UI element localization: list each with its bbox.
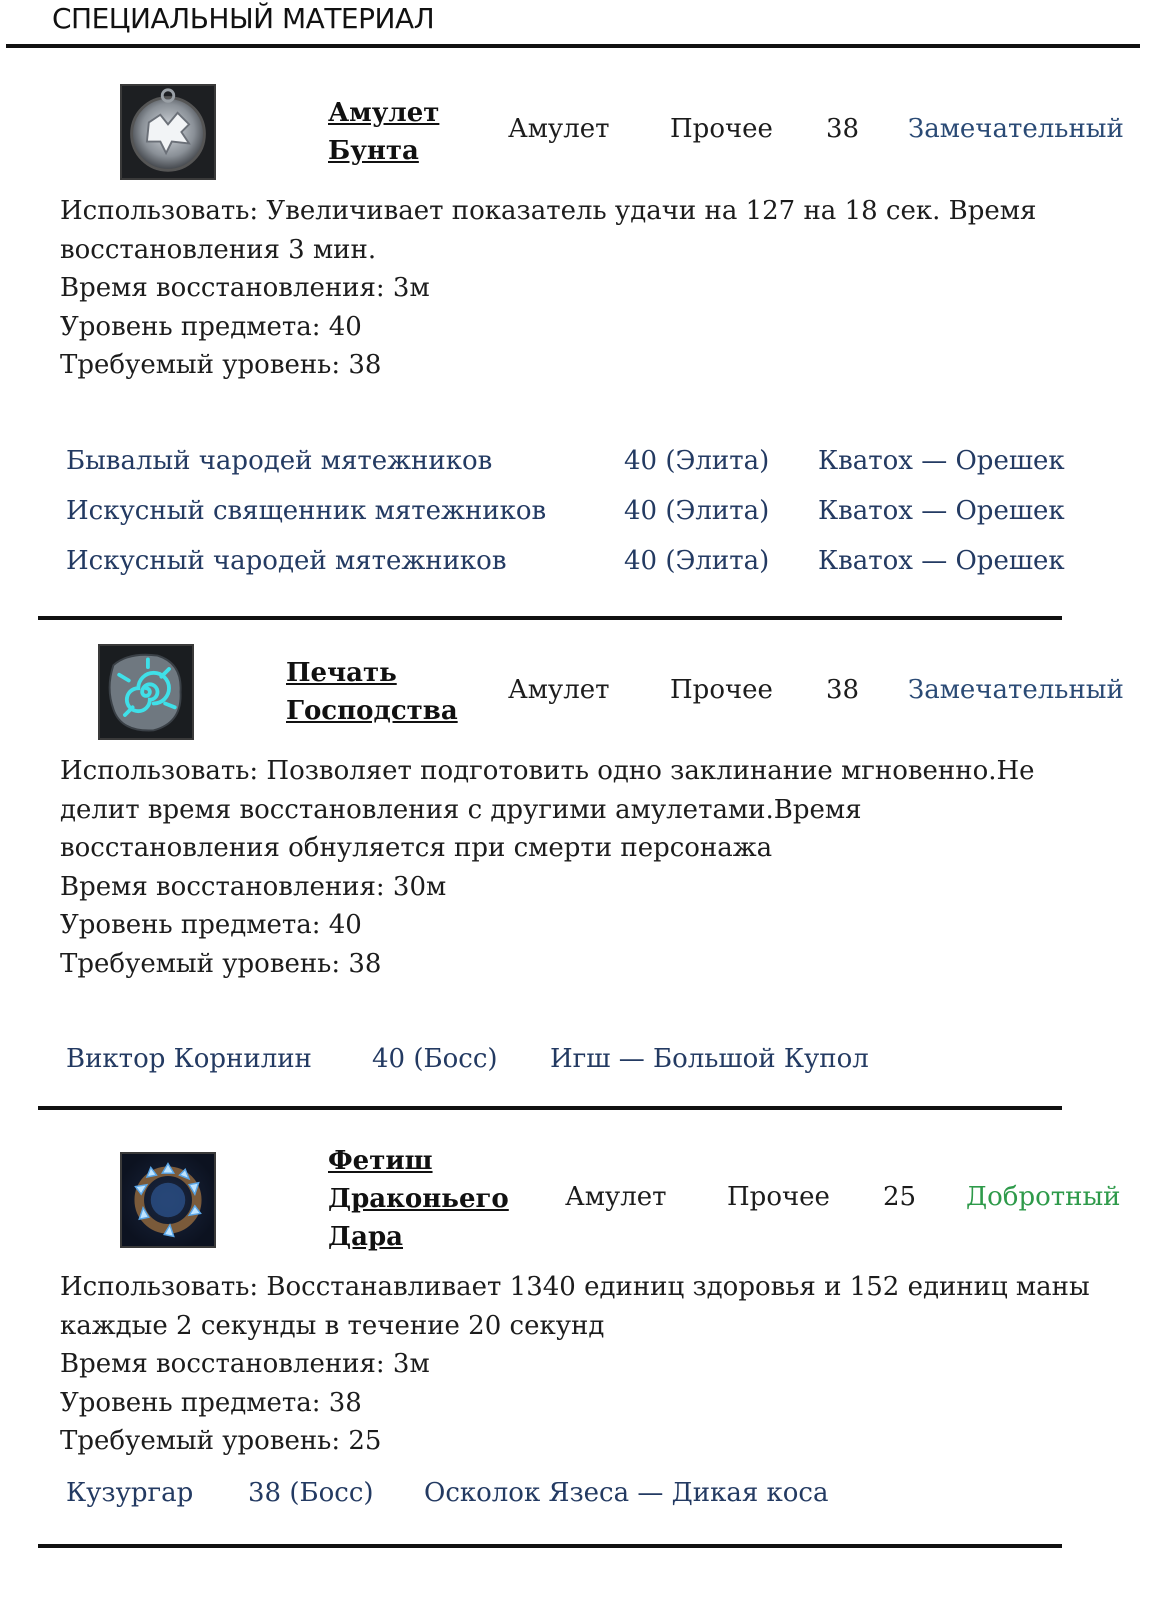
source-location: Кватох — Орешек: [818, 546, 1065, 576]
item-name-line[interactable]: Печать: [286, 658, 397, 688]
description-line: каждые 2 секунды в течение 20 секунд: [60, 1310, 605, 1341]
item-description: [60, 752, 1130, 983]
item-description: [60, 192, 1130, 385]
source-level: 40 (Элита): [624, 446, 770, 476]
description-line: Использовать: Восстанавливает 1340 единиц здоровья и 152 единиц маны: [60, 1272, 1090, 1302]
item-name-line[interactable]: Фетиш: [328, 1146, 433, 1176]
source-name: Искусный чародей мятежников: [66, 546, 507, 576]
item-name[interactable]: [328, 94, 439, 170]
item-description: [60, 1268, 1130, 1461]
source-name: Кузургар: [66, 1478, 194, 1508]
item-level-line: Уровень предмета: 40: [60, 910, 362, 940]
description-line: восстановления обнуляется при смерти персонажа: [60, 833, 773, 863]
source-level: 40 (Элита): [624, 546, 770, 576]
item-level: 38: [826, 114, 860, 144]
item-level: 38: [826, 675, 860, 705]
source-name: Искусный священник мятежников: [66, 496, 547, 526]
item-name-line[interactable]: Дара: [328, 1222, 403, 1252]
source-location: Кватох — Орешек: [818, 446, 1065, 476]
item-name[interactable]: [328, 1142, 509, 1256]
source-name: Бывалый чародей мятежников: [66, 446, 493, 476]
item-level-line: Уровень предмета: 40: [60, 311, 362, 342]
source-location: Игш — Большой Купол: [550, 1044, 869, 1074]
item-name-line[interactable]: Бунта: [328, 136, 419, 166]
cooldown-line: Время восстановления: 30м: [60, 871, 447, 902]
item-quality: Добротный: [966, 1182, 1121, 1212]
item-type: Прочее: [670, 675, 773, 705]
item-slot: Амулет: [508, 114, 610, 144]
header-divider: [6, 44, 1140, 48]
item-quality: Замечательный: [908, 675, 1124, 705]
item-type: Прочее: [670, 114, 773, 144]
item-name-line[interactable]: Амулет: [328, 98, 440, 128]
section-divider: [38, 616, 1062, 620]
item-slot: Амулет: [508, 675, 610, 705]
item-type: Прочее: [727, 1182, 830, 1212]
item-level-line: Уровень предмета: 38: [60, 1387, 362, 1418]
item-name[interactable]: [286, 654, 458, 730]
required-level-line: Требуемый уровень: 38: [60, 948, 382, 979]
item-level: 25: [883, 1182, 917, 1212]
section-divider: [38, 1544, 1062, 1548]
source-level: 38 (Босс): [248, 1478, 374, 1508]
cooldown-line: Время восстановления: 3м: [60, 1349, 430, 1379]
source-level: 40 (Элита): [624, 496, 770, 526]
description-line: Использовать: Позволяет подготовить одно заклинание мгновенно.Не: [60, 756, 1035, 786]
description-line: Использовать: Увеличивает показатель удачи на 127 на 18 сек. Время: [60, 196, 1037, 226]
description-line: восстановления 3 мин.: [60, 234, 377, 265]
required-level-line: Требуемый уровень: 25: [60, 1426, 382, 1456]
crystal-ring-icon: [120, 1152, 216, 1248]
description-line: делит время восстановления с другими амулетами.Время: [60, 794, 862, 825]
item-name-line[interactable]: Господства: [286, 696, 458, 726]
source-name: Виктор Корнилин: [66, 1044, 312, 1074]
item-name-line[interactable]: Драконьего: [328, 1184, 509, 1214]
required-level-line: Требуемый уровень: 38: [60, 350, 382, 380]
item-quality: Замечательный: [908, 114, 1124, 144]
cooldown-line: Время восстановления: 3м: [60, 273, 430, 303]
item-slot: Амулет: [565, 1182, 667, 1212]
source-location: Кватох — Орешек: [818, 496, 1065, 526]
source-level: 40 (Босс): [372, 1044, 498, 1074]
spiral-rune-stone-icon: [98, 644, 194, 740]
wolf-amulet-icon: [120, 84, 216, 180]
section-divider: [38, 1106, 1062, 1110]
source-location: Осколок Язеса — Дикая коса: [424, 1478, 829, 1508]
page-title: СПЕЦИАЛЬНЫЙ МАТЕРИАЛ: [52, 2, 435, 35]
